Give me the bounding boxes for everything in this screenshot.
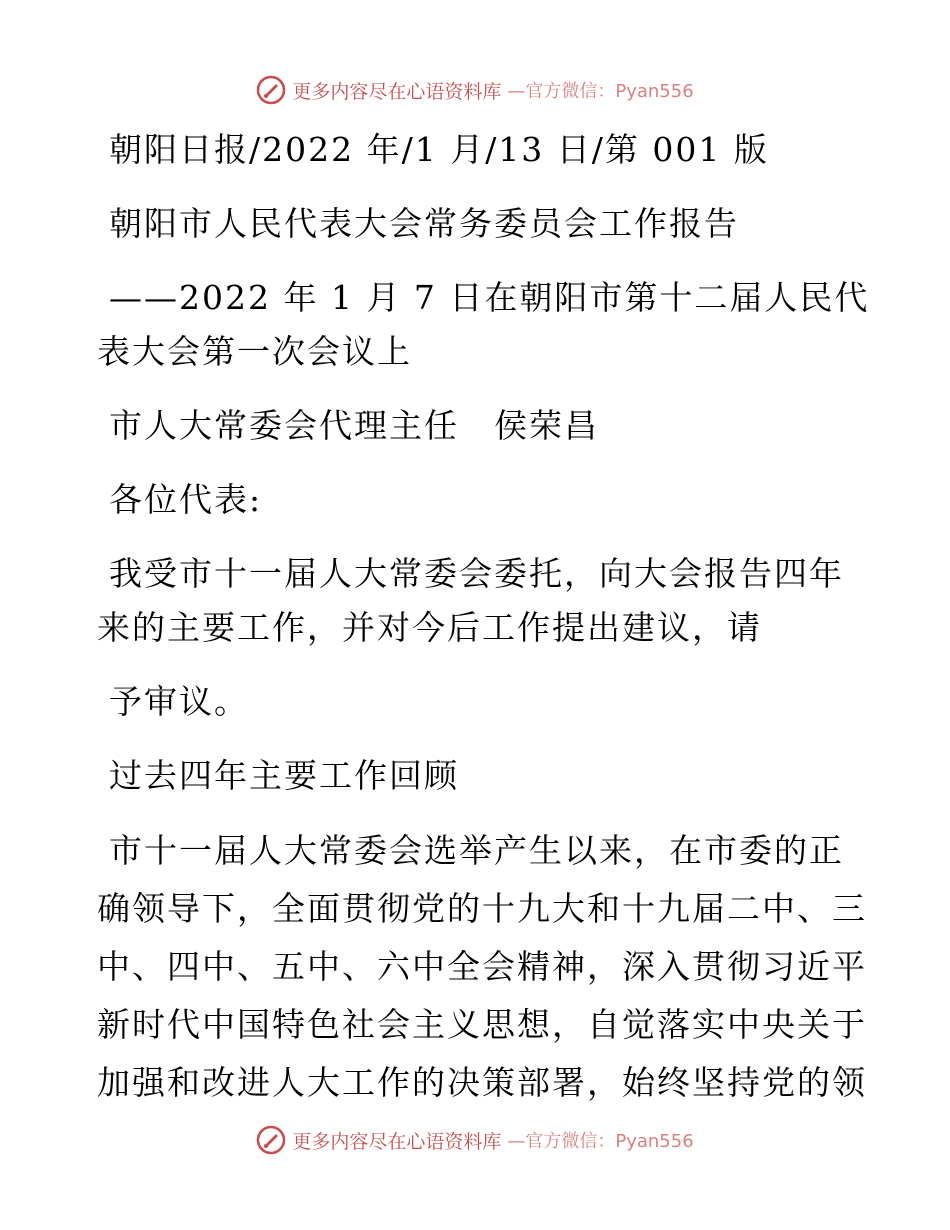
speaker-line: 市人大常委会代理主任 侯荣昌 [109,406,599,445]
watermark-sub-text: —官方微信：Pyan556 [507,1131,694,1152]
para-line: 中、四中、五中、六中全会精神，深入贯彻习近平 [97,947,867,986]
watermark-sub-text: —官方微信：Pyan556 [507,81,694,102]
salutation: 各位代表: [109,480,263,519]
brand-logo-icon [256,75,286,105]
body-paragraph [97,822,867,1112]
intro-line-3: 予审议。 [109,682,249,721]
watermark-bottom [0,1120,950,1160]
para-line: 市十一届人大常委会选举产生以来，在市委的正 [109,831,844,870]
document-body [97,118,870,1112]
section-heading: 过去四年主要工作回顾 [109,756,459,795]
dateline: 朝阳日报/2022 年/1 月/13 日/第 001 版 [109,130,769,169]
watermark-main-text: 更多内容尽在心语资料库 [292,1130,502,1153]
subtitle-line-2: 表大会第一次会议上 [97,332,412,371]
para-line: 加强和改进人大工作的决策部署，始终坚持党的领 [97,1063,867,1102]
brand-logo-icon [256,1125,286,1155]
para-line: 确领导下，全面贯彻党的十九大和十九届二中、三 [97,889,867,928]
subtitle-line-1: ——2022 年 1 月 7 日在朝阳市第十二届人民代 [109,278,870,317]
intro-line-2: 来的主要工作，并对今后工作提出建议，请 [97,608,762,647]
para-line: 新时代中国特色社会主义思想，自觉落实中央关于 [97,1005,867,1044]
watermark-top [0,70,950,110]
intro-line-1: 我受市十一届人大常委会委托，向大会报告四年 [109,554,844,593]
watermark-main-text: 更多内容尽在心语资料库 [292,80,502,103]
report-title: 朝阳市人民代表大会常务委员会工作报告 [109,204,739,243]
